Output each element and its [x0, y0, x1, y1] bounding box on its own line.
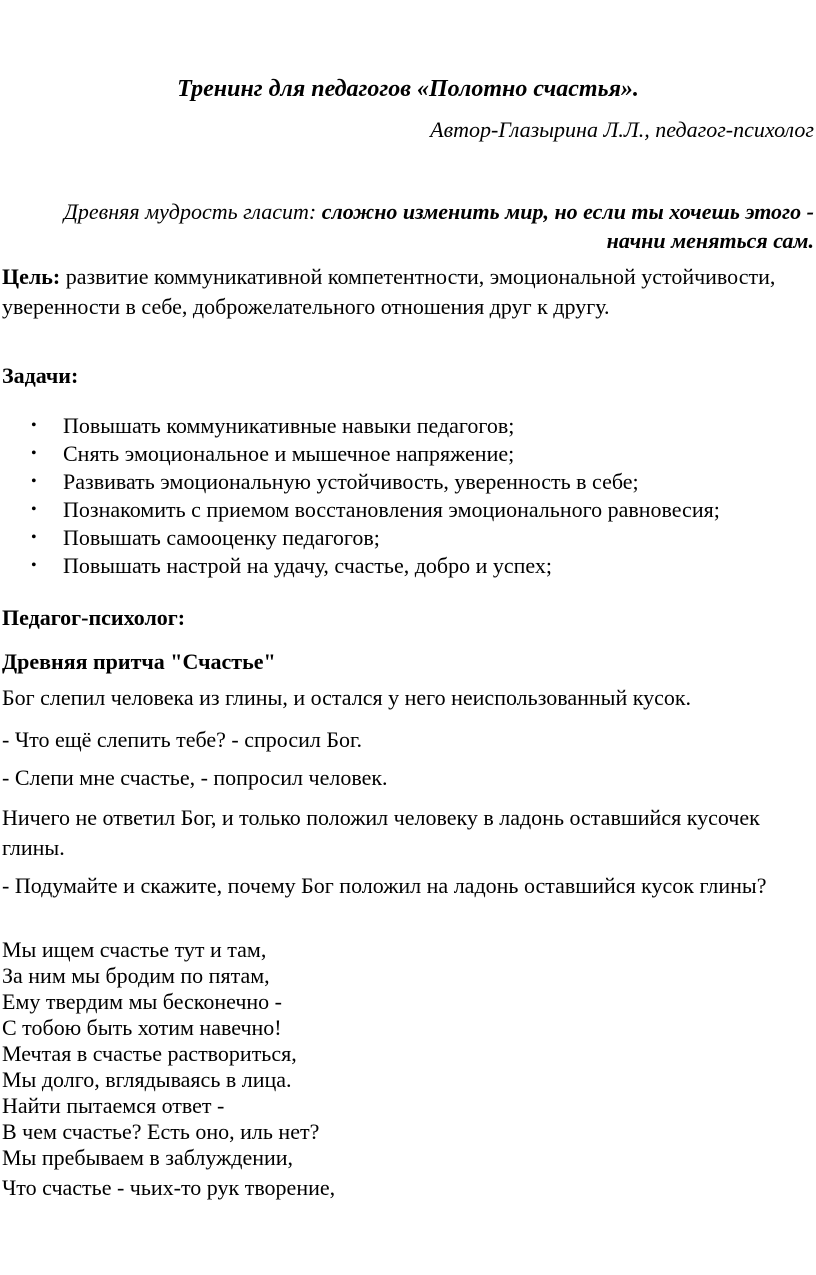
bullet-icon: • [31, 473, 37, 490]
bullet-icon: • [31, 557, 37, 574]
list-item: • Повышать коммуникативные навыки педагогов; [31, 413, 515, 438]
parable-line: - Подумайте и скажите, почему Бог положил на ладонь оставшийся кусок глины? [2, 873, 767, 898]
parable-line: - Что ещё слепить тебе? - спросил Бог. [2, 727, 363, 752]
parable-line: Ничего не ответил Бог, и только положил человеку в ладонь оставшийся кусочек глины. [2, 805, 760, 860]
poem [2, 937, 335, 1201]
goal-text: развитие коммуникативной компетентности, эмоциональной устойчивости, уверенности в себе, доброжелательного отношения друг к другу. [2, 264, 776, 319]
poem-line: Мы долго, вглядываясь в лица. [2, 1067, 292, 1092]
list-item: • Развивать эмоциональную устойчивость, уверенность в себе; [31, 469, 639, 494]
parable-line: Бог слепил человека из глины, и остался у него неиспользованный кусок. [2, 685, 692, 710]
document-title: Тренинг для педагогов «Полотно счастья». [177, 76, 639, 102]
poem-line: Мы пребываем в заблуждении, [2, 1145, 294, 1170]
bullet-icon: • [31, 445, 37, 462]
wisdom-intro: Древняя мудрость гласит: [63, 199, 322, 224]
author-line: Автор-Глазырина Л.Л., педагог-психолог [430, 117, 814, 142]
parable-heading: Древняя притча "Счастье" [2, 649, 276, 674]
list-item: • Повышать самооценку педагогов; [31, 525, 380, 550]
bullet-icon: • [31, 417, 37, 434]
list-item: • Познакомить с приемом восстановления эмоционального равновесия; [31, 497, 720, 522]
poem-line: Найти пытаемся ответ - [2, 1093, 225, 1118]
poem-line: За ним мы бродим по пятам, [2, 963, 270, 988]
parable-line: - Слепи мне счастье, - попросил человек. [2, 765, 388, 790]
speaker-heading: Педагог-психолог: [2, 605, 186, 630]
poem-line: Ему твердим мы бесконечно - [2, 989, 283, 1014]
goal-paragraph [2, 262, 802, 322]
wisdom-quote [54, 197, 814, 255]
list-item: • Повышать настрой на удачу, счастье, добро и успех; [31, 553, 553, 578]
wisdom-text: сложно изменить мир, но если ты хочешь этого - начни меняться сам. [321, 199, 814, 253]
poem-line: Что счастье - чьих-то рук творение, [2, 1175, 336, 1200]
poem-line: В чем счастье? Есть оно, иль нет? [2, 1119, 320, 1144]
tasks-list [0, 412, 816, 580]
bullet-icon: • [31, 529, 37, 546]
bullet-icon: • [31, 501, 37, 518]
tasks-heading: Задачи: [2, 363, 79, 388]
list-item: • Снять эмоциональное и мышечное напряжение; [31, 441, 515, 466]
goal-label: Цель: [2, 264, 61, 289]
poem-line: Мы ищем счастье тут и там, [2, 937, 267, 962]
poem-line: Мечтая в счастье раствориться, [2, 1041, 297, 1066]
poem-line: С тобою быть хотим навечно! [2, 1015, 282, 1040]
